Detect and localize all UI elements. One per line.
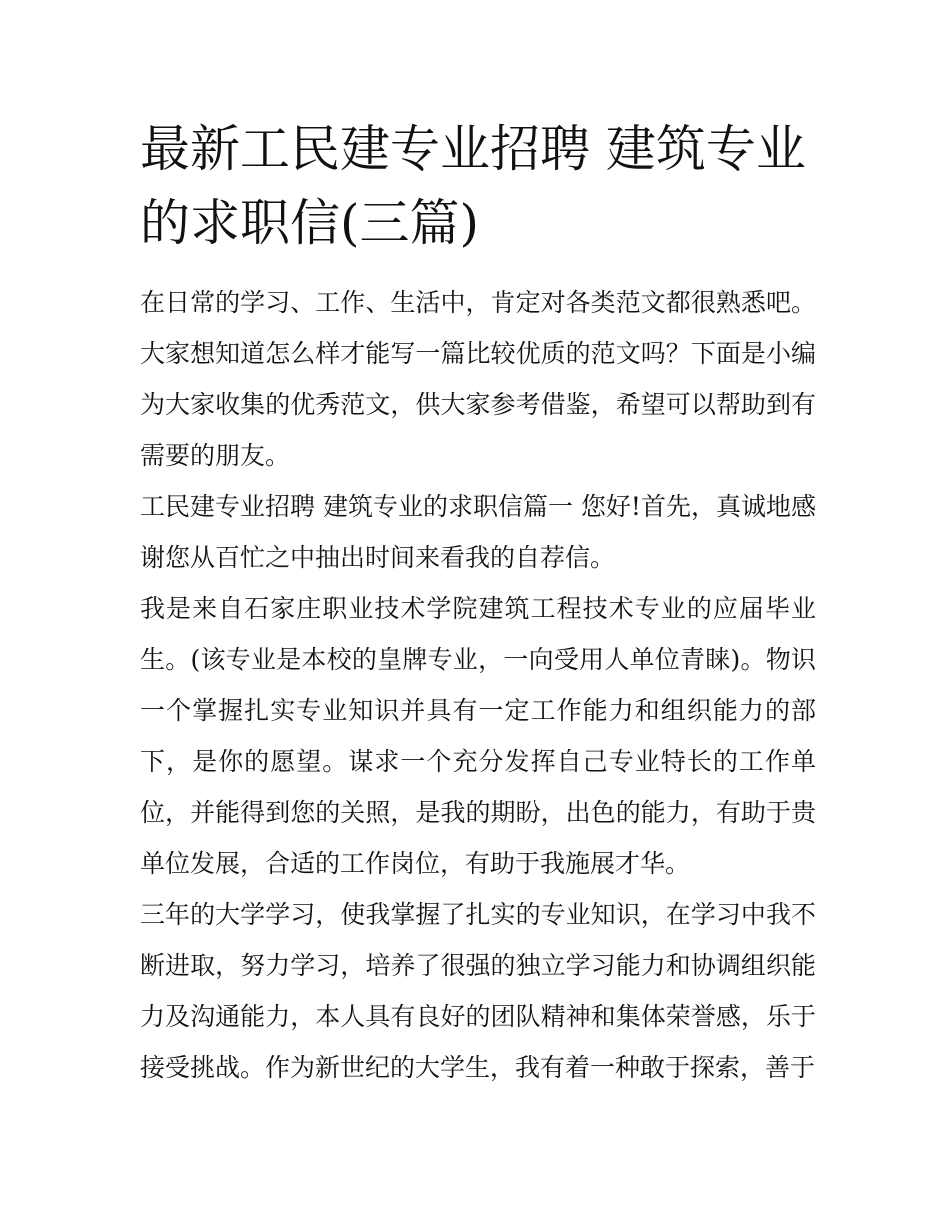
paragraph-intro: 在日常的学习、工作、生活中，肯定对各类范文都很熟悉吧。大家想知道怎么样才能写一篇比较优质的范文吗？下面是小编为大家收集的优秀范文，供大家参考借鉴，希望可以帮助到有需要的朋友。 <box>140 288 816 470</box>
document-title: 最新工民建专业招聘 建筑专业的求职信(三篇) <box>140 120 806 252</box>
document-body <box>140 277 816 1093</box>
paragraph-study-experience: 三年的大学学习，使我掌握了扎实的专业知识，在学习中我不断进取，努力学习，培养了很强的独立学习能力和协调组织能力及沟通能力，本人具有良好的团队精神和集体荣誉感，乐于接受挑战。作为新世纪的大学生，我有着一种敢于探索，善于 <box>140 900 816 1082</box>
paragraph-self-introduction: 我是来自石家庄职业技术学院建筑工程技术专业的应届毕业生。(该专业是本校的皇牌专业，一向受用人单位青睐)。物识一个掌握扎实专业知识并具有一定工作能力和组织能力的部下，是你的愿望。谋求一个充分发挥自己专业特长的工作单位，并能得到您的关照，是我的期盼，出色的能力，有助于贵单位发展，合适的工作岗位，有助于我施展才华。 <box>140 594 816 878</box>
paragraph-greeting: 工民建专业招聘 建筑专业的求职信篇一 您好!首先，真诚地感谢您从百忙之中抽出时间来看我的自荐信。 <box>140 492 816 572</box>
